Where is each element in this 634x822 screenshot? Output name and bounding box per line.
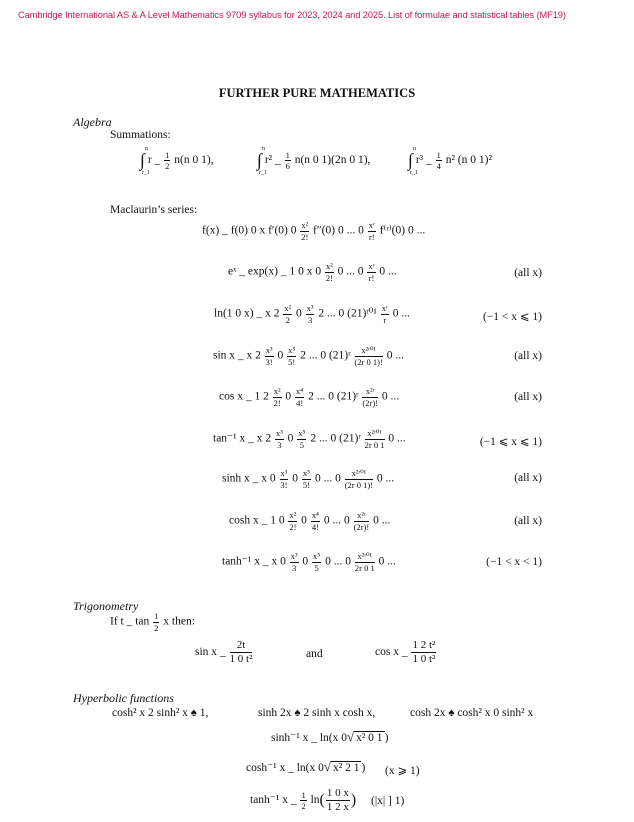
series-sinh-condition: (all x) [514, 472, 542, 484]
section-hyperbolic-heading: Hyperbolic functions [73, 691, 174, 705]
series-exp: eˣ _ exp(x) _ 1 0 x 0 $\frac{\text{x²}}{2!}$ 0 ... 0 $\frac{\text{xʳ}}{r!}$ 0 ... [228, 261, 397, 283]
series-arctanh: tanh⁻¹ x _ x 0 $\frac{\text{x³}}{3}$ 0 $\frac{\text{x⁵}}{5}$ 0 ... 0 $\frac{\text{x²ʳ⁰¹}}{2r 0 1}$ 0 ... [222, 551, 396, 573]
series-sin-condition: (all x) [514, 350, 542, 362]
and-text: and [306, 648, 323, 660]
hyperbolic-identity-3: cosh 2x ♠ cosh² x 0 sinh² x [410, 707, 534, 719]
arcosh-condition: (x ⩾ 1) [385, 765, 420, 777]
series-exp-condition: (all x) [514, 267, 542, 279]
artanh-condition: (|x| ] 1) [371, 795, 405, 807]
document-header: Cambridge International AS & A Level Mathematics 9709 syllabus for 2023, 2024 and 2025. List of formulae and statistical tables (MF19) [18, 10, 566, 20]
arcosh-formula: cosh⁻¹ x _ ln(x 0√ x² 2 1 ) [246, 759, 366, 774]
series-cosh: cosh x _ 1 0 $\frac{\text{x²}}{2!}$ 0 $\frac{\text{x⁴}}{4!}$ 0 ... 0 $\frac{\text{x²ʳ}}{(2r)!}$ 0 ... [229, 510, 391, 532]
series-ln-condition: (−1 < x ⩽ 1) [482, 311, 542, 323]
series-cosh-condition: (all x) [514, 515, 542, 527]
hyperbolic-identity-2: sinh 2x ♠ 2 sinh x cosh x, [258, 707, 376, 719]
cos-t-formula: cos x _ $\frac{\text{1 2 t²}}{\text{1 0 t²}}$ [375, 639, 436, 665]
hyperbolic-identity-1: cosh² x 2 sinh² x ♠ 1, [112, 707, 209, 719]
series-arctanh-condition: (−1 < x < 1) [486, 556, 542, 568]
summation-r: ∫ n r_1 r _ $\frac{1}{2}$ n(n 0 1), [140, 146, 214, 176]
sin-t-formula: sin x _ $\frac{2t}{\text{1 0 t²}}$ [195, 639, 253, 665]
maclaurin-general-formula: f(x) _ f(0) 0 x f′(0) 0 $\frac{\text{x²}}{2!}$ f″(0) 0 ... 0 $\frac{\text{xʳ}}{r!}$ f⁽ʳ⁾(0) 0 ... [202, 220, 426, 242]
t-substitution-intro: If t _ tan $\frac{1}{2}$ x then: [110, 611, 195, 633]
section-algebra-heading: Algebra [73, 115, 112, 129]
series-cos: cos x _ 1 2 $\frac{\text{x²}}{2!}$ 0 $\frac{\text{x⁴}}{4!}$ 2 ... 0 (21)ʳ $\frac{\text{x²ʳ}}{(2r)!}$ 0 ... [219, 386, 400, 408]
page-title: FURTHER PURE MATHEMATICS [218, 86, 416, 100]
summations-label: Summations: [110, 129, 171, 141]
maclaurin-label: Maclaurin’s series: [110, 204, 198, 216]
series-sin: sin x _ x 2 $\frac{\text{x³}}{3!}$ 0 $\frac{\text{x⁵}}{5!}$ 2 ... 0 (21)ʳ $\frac{\text{x²ʳ⁰¹}}{(2r 0 1)!}$ 0 ... [213, 345, 404, 367]
series-sinh: sinh x _ x 0 $\frac{\text{x³}}{3!}$ 0 $\frac{\text{x⁵}}{5!}$ 0 ... 0 $\frac{\text{x²ʳ⁰¹}}{(2r 0 1)!}$ 0 ... [222, 468, 395, 490]
arsinh-formula: sinh⁻¹ x _ ln(x 0√ x² 0 1 ) [271, 729, 389, 744]
series-ln: ln(1 0 x) _ x 2 $\frac{\text{x²}}{2}$ 0 $\frac{\text{x³}}{3}$ 2 ... 0 (21)ʳ⁰¹ $\frac{\text{xʳ}}{r}$ 0 ... [214, 303, 410, 325]
artanh-formula: tanh⁻¹ x _ $\frac{1}{2}$ ln( $\frac{1 0 x}{1 2 x}$ ) [250, 787, 357, 813]
section-trigonometry-heading: Trigonometry [73, 599, 139, 613]
series-cos-condition: (all x) [514, 391, 542, 403]
summation-r-squared: ∫ n r_1 r² _ $\frac{1}{6}$ n(n 0 1)(2n 0 1), [257, 146, 371, 176]
series-arctan-condition: (−1 ⩽ x ⩽ 1) [479, 436, 542, 448]
series-arctan: tan⁻¹ x _ x 2 $\frac{\text{x³}}{3}$ 0 $\frac{\text{x⁵}}{5}$ 2 ... 0 (21)ʳ $\frac{\text{x²ʳ⁰¹}}{2r 0 1}$ 0 ... [213, 428, 406, 450]
summation-r-cubed: ∫ n r_1 r³ _ $\frac{1}{4}$ n² (n 0 1)² [408, 146, 492, 176]
